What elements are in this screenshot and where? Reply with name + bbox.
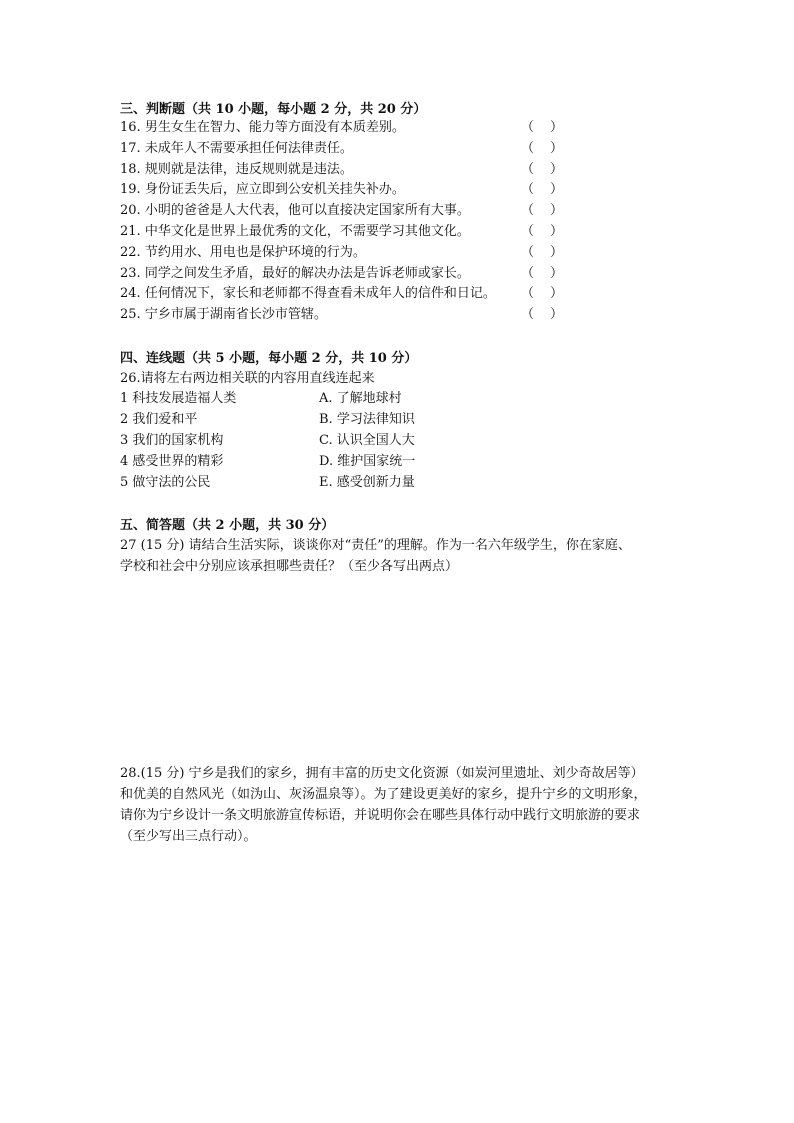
true-false-item	[120, 139, 570, 160]
answer-blank[interactable]	[521, 139, 563, 160]
paren-close: ）	[549, 182, 563, 198]
true-false-item	[120, 243, 570, 264]
question-text: 未成年人不需要承担任何法律责任。	[144, 140, 353, 156]
answer-blank[interactable]	[521, 118, 563, 139]
question-text: 中华文化是世界上最优秀的文化，不需要学习其他文化。	[144, 223, 470, 239]
question-number: 24.	[120, 286, 141, 302]
true-false-item	[120, 160, 570, 181]
true-false-item	[120, 118, 570, 139]
question-text: 身份证丢失后，应立即到公安机关挂失补办。	[144, 182, 405, 198]
question-number: 20.	[120, 203, 141, 219]
paren-close: ）	[549, 203, 563, 219]
paren-close: ）	[549, 120, 563, 135]
question-27	[120, 535, 680, 577]
paren-close: ）	[549, 223, 563, 239]
question-number: 19.	[120, 182, 141, 198]
answer-blank[interactable]	[521, 201, 563, 222]
matching-right-item[interactable]: E. 感受创新力量	[319, 475, 415, 490]
paren-close: ）	[549, 307, 563, 323]
paren-open: （	[521, 244, 535, 260]
paren-open: （	[521, 307, 535, 323]
question-number: 16.	[120, 120, 141, 135]
paren-open: （	[521, 120, 535, 135]
matching-row	[120, 472, 540, 493]
true-false-item	[120, 180, 570, 201]
matching-right-item[interactable]: B. 学习法律知识	[319, 412, 415, 427]
question-text: 规则就是法律，违反规则就是违法。	[144, 161, 353, 177]
paren-close: ）	[549, 161, 563, 177]
matching-row	[120, 409, 540, 430]
paren-open: （	[521, 286, 535, 302]
question-27-line-2: 学校和社会中分别应该承担哪些责任？（至少各写出两点）	[120, 559, 459, 574]
section-4-title: 四、连线题（共 5 小题，每小题 2 分，共 10 分）	[120, 351, 418, 366]
true-false-item	[120, 305, 570, 326]
question-text: 任何情况下，家长和老师都不得查看未成年人的信件和日记。	[144, 286, 496, 302]
matching-right-item[interactable]: A. 了解地球村	[319, 391, 402, 406]
paren-open: （	[521, 161, 535, 177]
question-27-line-1: 27 (15 分) 请结合生活实际，谈谈你对“责任”的理解。作为一名六年级学生，你在家庭、	[120, 538, 631, 553]
question-number: 21.	[120, 223, 141, 239]
paren-open: （	[521, 265, 535, 281]
question-number: 18.	[120, 161, 141, 177]
question-number: 22.	[120, 244, 141, 260]
true-false-item	[120, 201, 570, 222]
section-3-title: 三、判断题（共 10 小题，每小题 2 分，共 20 分）	[120, 102, 427, 117]
question-text: 男生女生在智力、能力等方面没有本质差别。	[144, 120, 405, 135]
paren-open: （	[521, 223, 535, 239]
answer-blank[interactable]	[521, 243, 563, 264]
true-false-item	[120, 264, 570, 285]
matching-left-item[interactable]: 2 我们爱和平	[120, 412, 198, 427]
matching-left-item[interactable]: 3 我们的国家机构	[120, 433, 224, 448]
answer-blank[interactable]	[521, 305, 563, 326]
paren-close: ）	[549, 265, 563, 281]
paren-open: （	[521, 203, 535, 219]
paren-close: ）	[549, 140, 563, 156]
question-number: 17.	[120, 140, 141, 156]
matching-left-item[interactable]: 1 科技发展造福人类	[120, 391, 237, 406]
matching-row	[120, 388, 540, 409]
matching-row	[120, 451, 540, 472]
section-5-title: 五、简答题（共 2 小题，共 30 分）	[120, 518, 335, 533]
matching-left-item[interactable]: 5 做守法的公民	[120, 475, 211, 490]
answer-blank[interactable]	[521, 180, 563, 201]
question-text: 小明的爸爸是人大代表，他可以直接决定国家所有大事。	[144, 203, 470, 219]
matching-left-item[interactable]: 4 感受世界的精彩	[120, 454, 224, 469]
question-text: 宁乡市属于湖南省长沙市管辖。	[144, 307, 327, 323]
true-false-item	[120, 284, 570, 305]
question-28	[120, 763, 680, 847]
paren-close: ）	[549, 244, 563, 260]
question-28-line-3: 请你为宁乡设计一条文明旅游宣传标语，并说明你会在哪些具体行动中践行文明旅游的要求	[120, 808, 641, 823]
paren-close: ）	[549, 286, 563, 302]
question-28-line-2: 和优美的自然风光（如沩山、灰汤温泉等）。为了建设更美好的家乡，提升宁乡的文明形象，	[120, 787, 647, 802]
matching-right-item[interactable]: C. 认识全国人大	[319, 433, 415, 448]
answer-blank[interactable]	[521, 284, 563, 305]
matching-instruction: 26.请将左右两边相关联的内容用直线连起来	[120, 371, 375, 386]
answer-blank[interactable]	[521, 222, 563, 243]
paren-open: （	[521, 140, 535, 156]
question-number: 25.	[120, 307, 141, 323]
paren-open: （	[521, 182, 535, 198]
true-false-item	[120, 222, 570, 243]
question-number: 23.	[120, 265, 141, 281]
question-text: 同学之间发生矛盾，最好的解决办法是告诉老师或家长。	[144, 265, 470, 281]
question-text: 节约用水、用电也是保护环境的行为。	[144, 244, 366, 260]
answer-blank[interactable]	[521, 160, 563, 181]
true-false-list	[120, 118, 570, 326]
question-28-line-1: 28.(15 分) 宁乡是我们的家乡，拥有丰富的历史文化资源（如炭河里遗址、刘少奇故居等）	[120, 766, 644, 781]
question-28-line-4: （至少写出三点行动）。	[120, 829, 257, 844]
matching-row	[120, 430, 540, 451]
answer-blank[interactable]	[521, 264, 563, 285]
matching-right-item[interactable]: D. 维护国家统一	[319, 454, 416, 469]
